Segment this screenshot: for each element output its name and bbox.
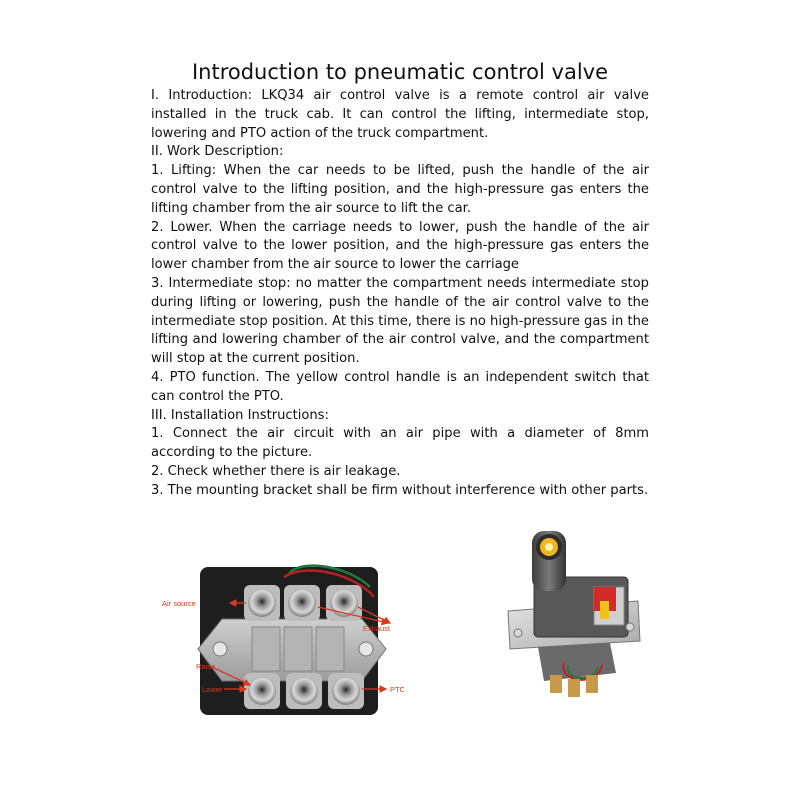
label-air-source: Air source	[162, 599, 196, 608]
heading-work-description: II. Work Description:	[151, 144, 284, 160]
valve-ports-illustration	[160, 557, 404, 717]
label-pto: PTO	[390, 685, 404, 694]
instruction-bracket: 3. The mounting bracket shall be firm without interference with other parts.	[151, 482, 649, 498]
label-raise: Raise	[196, 662, 216, 671]
valve-assembly-photo	[498, 523, 650, 705]
paragraph-lifting: 1. Lifting: When the car needs to be lifted, push the handle of the air control valve to the lifting position, and the high-pressure gas enters the lifting chamber from the air source to lift the car.	[151, 163, 649, 216]
document-body	[151, 87, 649, 501]
paragraph-introduction: I. Introduction: LKQ34 air control valve is a remote control air valve installed in the truck cab. It can control the lifting, intermediate stop, lowering and PTO action of the truck compartment.	[151, 88, 649, 141]
label-lower: Lower	[202, 685, 223, 694]
instruction-connect: 1. Connect the air circuit with an air pipe with a diameter of 8mm according to the picture.	[151, 426, 649, 461]
valve-ports-photo	[160, 557, 404, 717]
paragraph-pto-function: 4. PTO function. The yellow control handle is an independent switch that can control the PTO.	[151, 369, 649, 404]
valve-assembly-illustration	[498, 523, 650, 705]
instruction-leakage: 2. Check whether there is air leakage.	[151, 463, 401, 479]
label-exhaust: Exhaust	[362, 624, 390, 633]
document-title: Introduction to pneumatic control valve	[191, 60, 609, 84]
paragraph-intermediate-stop: 3. Intermediate stop: no matter the compartment needs intermediate stop during lifting or lowering, push the handle of the air control valve to the intermediate stop position. At this time, there is no high-pressure gas in the lifting and lowering chamber of the air control valve, and the compartment will stop at the current position.	[151, 275, 649, 367]
paragraph-lower: 2. Lower. When the carriage needs to lower, push the handle of the air control valve to the lower position, and the high-pressure gas enters the lower chamber from the air source to lower the carriage	[151, 219, 649, 273]
heading-installation: III. Installation Instructions:	[151, 407, 329, 423]
